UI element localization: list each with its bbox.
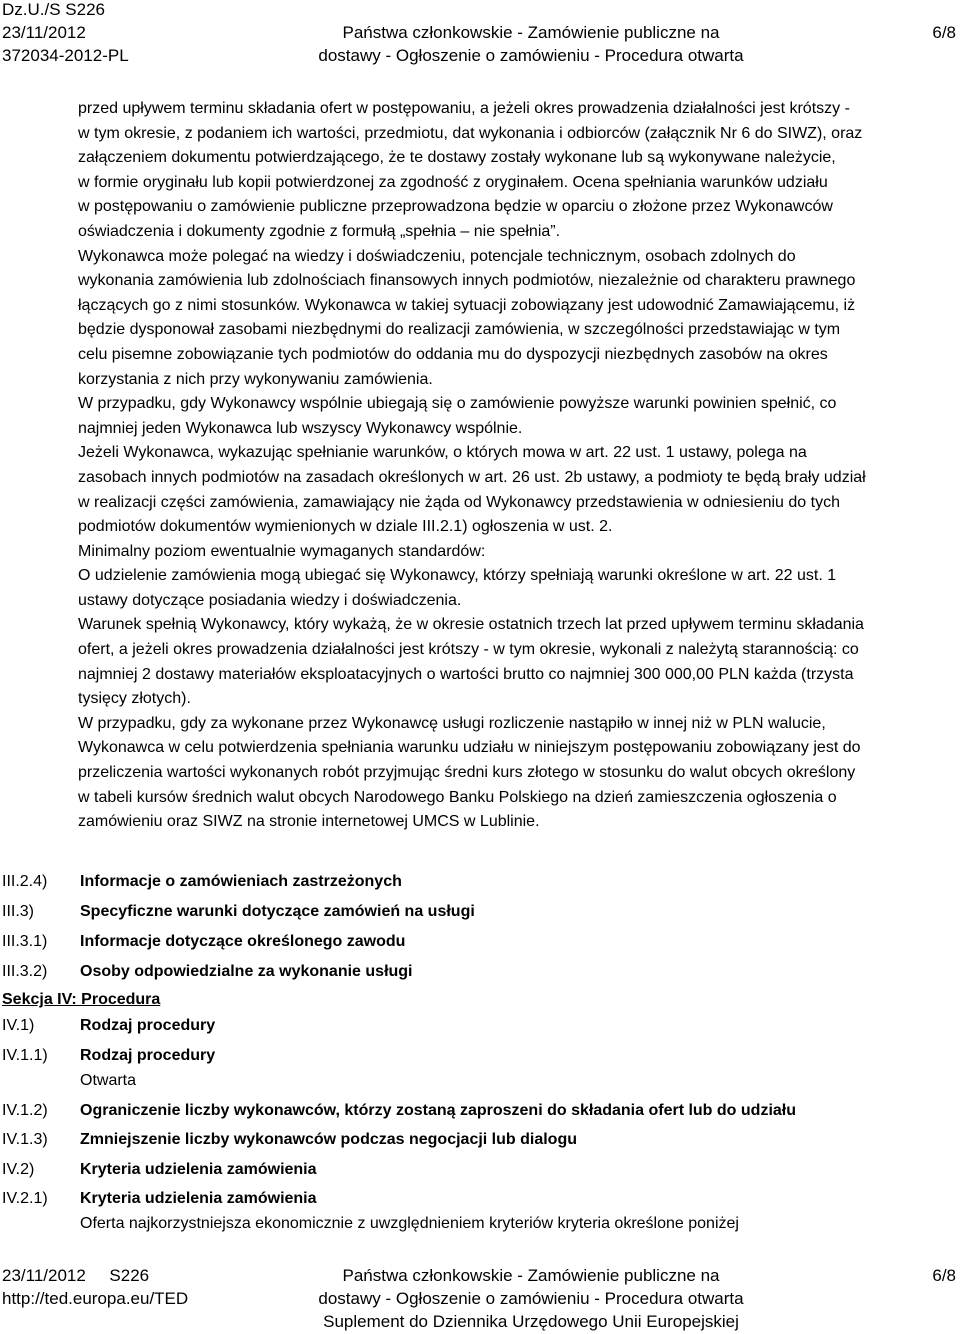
section-title: Informacje o zamówieniach zastrzeżonych bbox=[80, 873, 402, 890]
section-number: IV.1) bbox=[2, 1017, 35, 1034]
section-title: Kryteria udzielenia zamówienia bbox=[80, 1161, 317, 1178]
body-line: najmniej jeden Wykonawca lub wszyscy Wykonawcy wspólnie. bbox=[78, 419, 523, 437]
conditions-body-text bbox=[78, 97, 958, 835]
body-line: Wykonawca może polegać na wiedzy i doświadczeniu, potencjale technicznym, osobach zdolnych do bbox=[78, 247, 796, 265]
section-number: IV.2) bbox=[2, 1161, 35, 1178]
body-line: korzystania z nich przy wykonywaniu zamówienia. bbox=[78, 370, 433, 388]
section-value: Otwarta bbox=[80, 1072, 137, 1089]
body-line: Minimalny poziom ewentualnie wymaganych standardów: bbox=[78, 542, 486, 560]
body-line: w postępowaniu o zamówienie publiczne przeprowadzona będzie w oparciu o złożone przez Wykonawców bbox=[78, 198, 833, 216]
body-line: ofert, a jeżeli okres prowadzenia działalności jest krótszy - w tym okresie, wykonali z należytą starannością: co bbox=[78, 641, 859, 659]
section-number: III.3) bbox=[2, 903, 35, 920]
footer-notice-type-line: Państwa członkowskie - Zamówienie publiczne na bbox=[342, 1266, 720, 1285]
section-number: IV.1.1) bbox=[2, 1047, 48, 1064]
body-line: załączeniem dokumentu potwierdzającego, że te dostawy zostały wykonane lub są wykonywane należycie, bbox=[78, 149, 836, 167]
footer-ted-url: http://ted.europa.eu/TED bbox=[2, 1289, 189, 1308]
body-line: Warunek spełnią Wykonawcy, który wykażą, że w okresie ostatnich trzech lat przed upływem terminu składania bbox=[78, 616, 864, 634]
body-line: najmniej 2 dostawy materiałów eksploatacyjnych o wartości brutto co najmniej 300 000,00 PLN każda (trzysta bbox=[78, 665, 854, 683]
body-line: w realizacji części zamówienia, zamawiający nie żąda od Wykonawcy przedstawienia w odniesieniu do tych bbox=[78, 493, 840, 511]
header-notice-number: 372034-2012-PL bbox=[2, 46, 129, 65]
footer-page-number: 6/8 bbox=[932, 1266, 956, 1285]
body-line: O udzielenie zamówienia mogą ubiegać się Wykonawcy, którzy spełniają warunki określone w art. 22 ust. 1 bbox=[78, 567, 837, 585]
section-number: III.3.2) bbox=[2, 963, 48, 980]
body-line: ustawy dotyczące posiadania wiedzy i doświadczenia. bbox=[78, 591, 462, 609]
body-line: Wykonawca w celu potwierdzenia spełniania warunku udziału w niniejszym postępowaniu zobowiązany jest do bbox=[78, 739, 861, 757]
header-notice-type-line: dostawy - Ogłoszenie o zamówieniu - Procedura otwarta bbox=[318, 46, 744, 65]
section-number: IV.1.2) bbox=[2, 1102, 48, 1119]
body-line: oświadczenia i dokumenty zgodnie z formułą „spełnia – nie spełnia”. bbox=[78, 222, 561, 240]
header-date: 23/11/2012 bbox=[2, 23, 86, 42]
section-title: Zmniejszenie liczby wykonawców podczas negocjacji lub dialogu bbox=[80, 1131, 577, 1148]
body-line: podmiotów dokumentów wymienionych w dziale III.2.1) ogłoszenia w ust. 2. bbox=[78, 518, 613, 536]
header-page-number: 6/8 bbox=[932, 23, 956, 42]
section-title: Osoby odpowiedzialne za wykonanie usługi bbox=[80, 963, 413, 980]
body-line: w formie oryginału lub kopii potwierdzonej za zgodność z oryginałem. Ocena spełniania warunków udziału bbox=[78, 173, 828, 191]
section-title: Rodzaj procedury bbox=[80, 1017, 216, 1034]
body-line: przeliczenia wartości wykonanych robót przyjmując średni kurs złotego w stosunku do walut obcych określony bbox=[78, 764, 856, 782]
body-line: W przypadku, gdy Wykonawcy wspólnie ubiegają się o zamówienie powyższe warunki powinien spełnić, co bbox=[78, 395, 837, 413]
body-line: w tym okresie, z podaniem ich wartości, przedmiotu, dat wykonania i odbiorców (załącznik Nr 6 do SIWZ), oraz bbox=[78, 124, 863, 142]
footer-supplement-line: Suplement do Dziennika Urzędowego Unii Europejskiej bbox=[323, 1312, 739, 1331]
body-line: celu pisemne zobowiązanie tych podmiotów do oddania mu do dyspozycji niezbędnych zasobów na okres bbox=[78, 345, 828, 363]
section-number: III.2.4) bbox=[2, 873, 48, 890]
header-notice-type bbox=[0, 21, 960, 67]
section-title: Informacje dotyczące określonego zawodu bbox=[80, 933, 406, 950]
section-number: IV.2.1) bbox=[2, 1190, 48, 1207]
body-line: będzie dysponował zasobami niezbędnymi do realizacji zamówienia, w szczególności przedstawiając w tym bbox=[78, 321, 841, 339]
header-notice-type-line: Państwa członkowskie - Zamówienie publiczne na bbox=[342, 23, 720, 42]
footer-notice-type bbox=[0, 1264, 960, 1333]
body-line: wykonania zamówienia lub zdolnościach finansowych innych podmiotów, niezależnie od charakteru prawnego bbox=[78, 272, 856, 290]
footer-notice-type-line: dostawy - Ogłoszenie o zamówieniu - Procedura otwarta bbox=[318, 1289, 744, 1308]
body-line: zasobach innych podmiotów na zasadach określonych w art. 26 ust. 2b ustawy, a podmioty te będą brały udział bbox=[78, 468, 866, 486]
body-line: Jeżeli Wykonawca, wykazując spełnianie warunków, o których mowa w art. 22 ust. 1 ustawy, polega na bbox=[78, 444, 807, 462]
header-journal-number: Dz.U./S S226 bbox=[2, 0, 105, 19]
section-title: Ograniczenie liczby wykonawców, którzy zostaną zaproszeni do składania ofert lub do udziału bbox=[80, 1102, 796, 1119]
body-line: W przypadku, gdy za wykonane przez Wykonawcę usługi rozliczenie nastąpiło w innej niż w PLN walucie, bbox=[78, 714, 826, 732]
section-iv-heading: Sekcja IV: Procedura bbox=[2, 991, 161, 1008]
section-title: Rodzaj procedury bbox=[80, 1047, 216, 1064]
section-number: IV.1.3) bbox=[2, 1131, 48, 1148]
body-line: łączących go z nimi stosunków. Wykonawca w takiej sytuacji zobowiązany jest udowodnić Zamawiającemu, iż bbox=[78, 296, 856, 314]
section-value: Oferta najkorzystniejsza ekonomicznie z uwzględnieniem kryteriów kryteria określone poniżej bbox=[80, 1215, 739, 1232]
footer-date-series: 23/11/2012 S226 bbox=[2, 1266, 150, 1285]
body-line: w tabeli kursów średnich walut obcych Narodowego Banku Polskiego na dzień zamieszczenia ogłoszenia o bbox=[78, 788, 837, 806]
body-line: zamówieniu oraz SIWZ na stronie internetowej UMCS w Lublinie. bbox=[78, 813, 540, 831]
section-title: Specyficzne warunki dotyczące zamówień na usługi bbox=[80, 903, 475, 920]
section-title: Kryteria udzielenia zamówienia bbox=[80, 1190, 317, 1207]
body-line: tysięcy złotych). bbox=[78, 690, 191, 708]
body-line: przed upływem terminu składania ofert w postępowaniu, a jeżeli okres prowadzenia działalności jest krótszy - bbox=[78, 100, 850, 117]
section-number: III.3.1) bbox=[2, 933, 48, 950]
